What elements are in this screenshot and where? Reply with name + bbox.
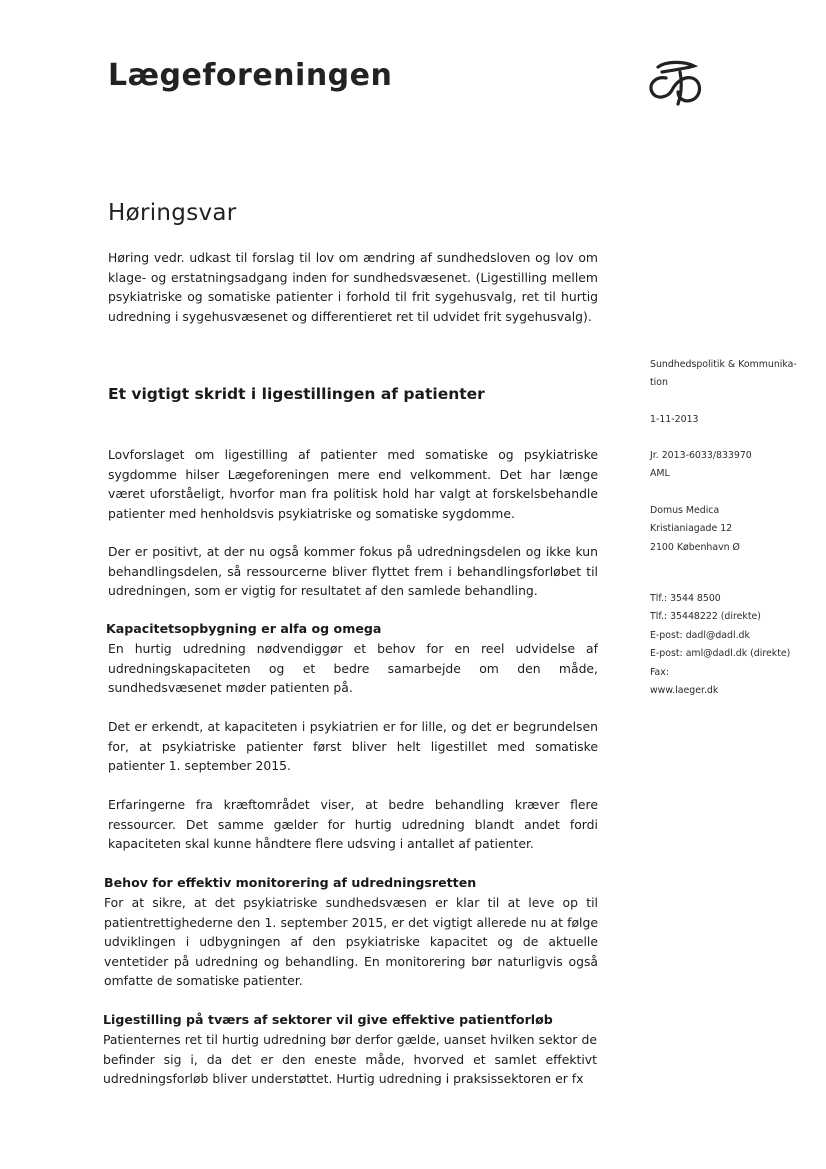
section-cross-sector-paragraph: Patienternes ret til hurtig udredning bør derfor gælde, uanset hvilken sektor de befinder sig i, da det er den eneste måde, hvorved et samlet effektivt udredningsforløb bliver understøttet. Hurtig udredning i praksissektoren er fx xyxy=(103,1032,597,1087)
organization-logo-text: Lægeforeningen xyxy=(108,58,393,93)
intro-paragraph: Høring vedr. udkast til forslag til lov om ændring af sundhedsloven og lov om klage- og erstatningsadgang inden for sundhedsvæsenet. (Ligestilling mellem psykiatriske og somatiske patienter i forhold til frit sygehusvalg, ret til hurtig udredning i sygehusvæsenet og differentieret ret til udvidet frit sygehusvalg). xyxy=(108,250,598,324)
sidebar-journal: Jr. 2013-6033/833970 AML xyxy=(650,450,752,480)
sidebar-department: Sundhedspolitik & Kommunika- tion xyxy=(650,359,797,389)
main-heading: Et vigtigt skridt i ligestillingen af patienter xyxy=(108,385,485,403)
document-type-title: Høringsvar xyxy=(108,200,237,226)
sidebar-contact: Tlf.: 3544 8500 Tlf.: 35448222 (direkte) E-post: dadl@dadl.dk E-post: aml@dadl.dk (direkte) Fax: www.laeger.dk xyxy=(650,593,791,697)
section-monitoring-paragraph: For at sikre, at det psykiatriske sundhedsvæsen er klar til at leve op til patientrettighederne den 1. september 2015, er det vigtigt allerede nu at følge udviklingen i udbygningen af den psykiatriske kapacitet og de aktuelle ventetider på udredning og behandling. En monitorering bør naturligvis også omfatte de somatiske patienter. xyxy=(104,895,598,989)
aesculapian-staff-logo-icon xyxy=(644,58,706,106)
section-capacity-paragraph-1: En hurtig udredning nødvendiggør et behov for en reel udvidelse af udredningskapaciteten og et bedre samarbejde om den måde, sundhedsvæsenet møder patienten på. xyxy=(108,641,598,696)
section-capacity-paragraph-2: Det er erkendt, at kapaciteten i psykiatrien er for lille, og det er begrundelsen for, at psykiatriske patienter først bliver helt ligestillet med somatiske patienter 1. september 2015. xyxy=(108,719,598,774)
section-heading-cross-sector: Ligestilling på tværs af sektorer vil give effektive patientforløb xyxy=(103,1012,553,1027)
section-heading-monitoring: Behov for effektiv monitorering af udredningsretten xyxy=(104,875,477,890)
sidebar-address: Domus Medica Kristianiagade 12 2100 København Ø xyxy=(650,505,740,553)
paragraph-2: Der er positivt, at der nu også kommer fokus på udredningsdelen og ikke kun behandlingsdelen, så ressourcerne bliver flyttet frem i behandlingsforløbet til udredningen, som er vigtig for resultatet af den samlede behandling. xyxy=(108,544,598,599)
paragraph-1: Lovforslaget om ligestilling af patienter med somatiske og psykiatriske sygdomme hilser Lægeforeningen mere end velkomment. Det har længe været uforståeligt, hvorfor man fra politisk hold har valgt at forskelsbehandle patienter med henholdsvis psykiatriske og somatiske sygdomme. xyxy=(108,447,598,521)
section-heading-capacity: Kapacitetsopbygning er alfa og omega xyxy=(106,621,382,636)
section-capacity-paragraph-3: Erfaringerne fra kræftområdet viser, at bedre behandling kræver flere ressourcer. Det samme gælder for hurtig udredning blandt andet fordi kapaciteten skal kunne håndtere flere udsving i antallet af patienter. xyxy=(108,797,598,852)
sidebar-date: 1-11-2013 xyxy=(650,414,699,425)
